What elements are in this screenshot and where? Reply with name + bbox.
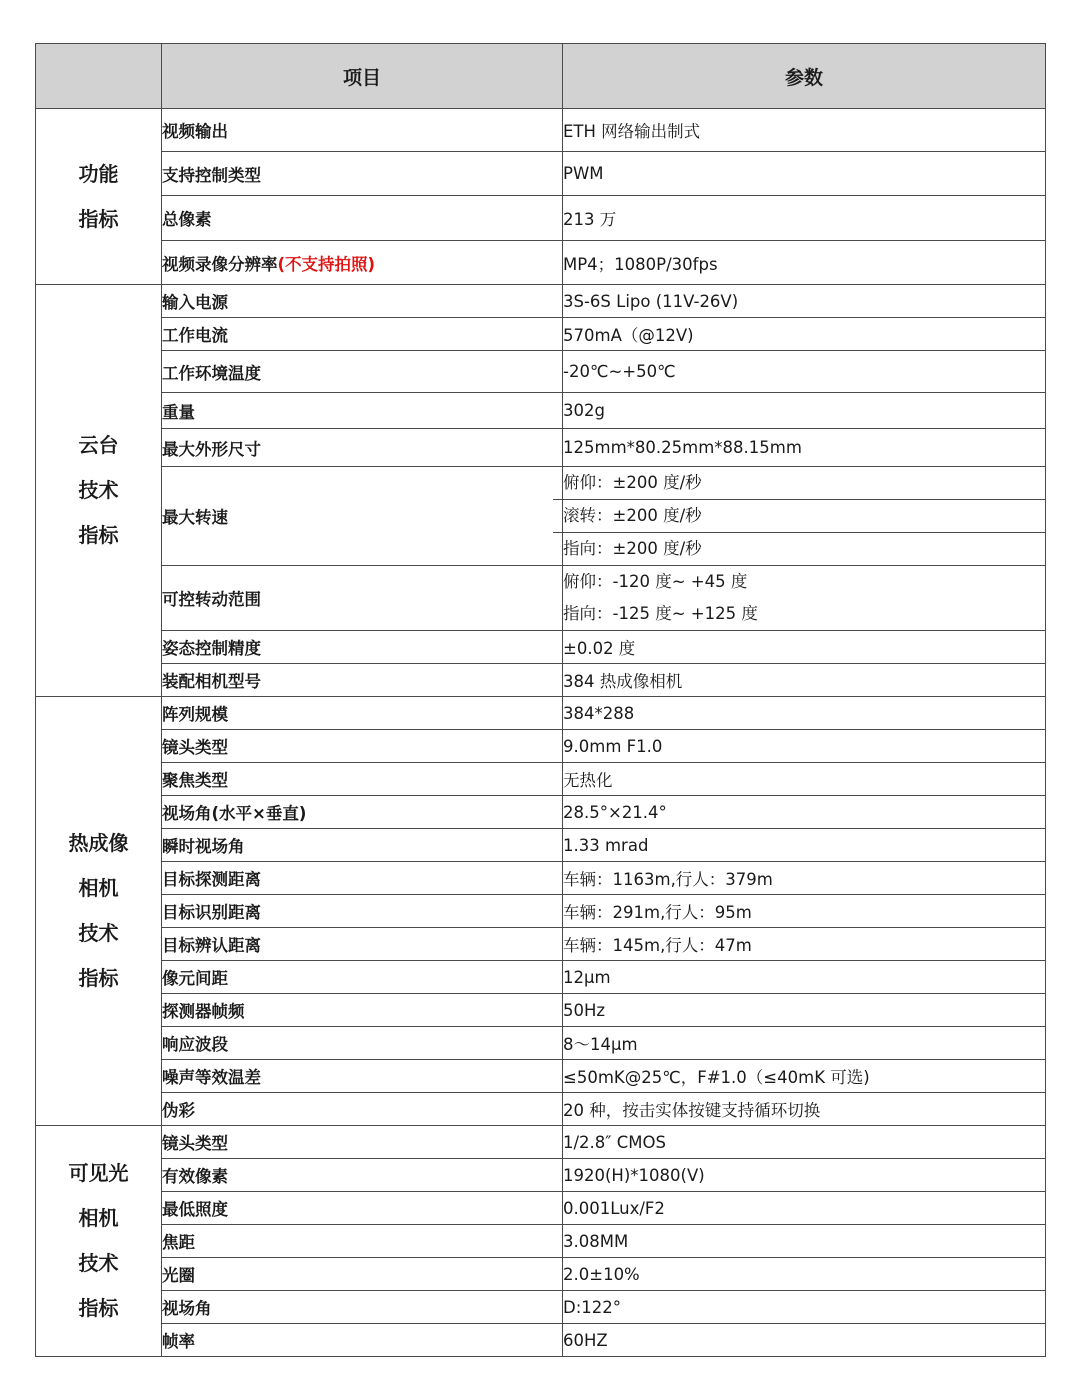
item-value-cell (563, 763, 1046, 796)
item-name-cell (162, 697, 563, 730)
item-value-cell (563, 862, 1046, 895)
item-name-cell (162, 895, 563, 928)
table-row (36, 285, 1046, 318)
item-value: 3.08MM (563, 1231, 629, 1251)
item-value: 570mA（@12V) (563, 326, 694, 345)
category-label: 指标 (78, 1296, 119, 1320)
item-name: 目标辨认距离 (162, 936, 261, 955)
item-value: 0.001Lux/F2 (563, 1198, 665, 1218)
table-row (36, 241, 1046, 285)
table-row (36, 1258, 1046, 1291)
table-row (36, 1159, 1046, 1192)
item-value: 125mm*80.25mm*88.15mm (563, 438, 802, 457)
item-name-cell (162, 1225, 563, 1258)
item-value-cell (563, 829, 1046, 862)
table-row (36, 829, 1046, 862)
item-name-cell (162, 1324, 563, 1357)
item-name: 最大转速 (162, 508, 228, 527)
header-row (36, 44, 1046, 109)
spec-table (35, 43, 1046, 1357)
item-value-cell (563, 152, 1046, 196)
table-row (36, 796, 1046, 829)
item-value-cell (563, 109, 1046, 152)
category-label: 技术 (78, 921, 119, 945)
item-value-cell (563, 285, 1046, 318)
item-name: 瞬时视场角 (162, 837, 245, 856)
table-row (36, 1324, 1046, 1357)
item-name: 最低照度 (162, 1200, 228, 1219)
item-name: 目标识别距离 (162, 903, 261, 922)
item-name: 帧率 (162, 1332, 195, 1351)
item-name: 总像素 (162, 210, 212, 229)
item-name-cell (162, 1291, 563, 1324)
item-name-cell (162, 1258, 563, 1291)
item-value: 384 热成像相机 (563, 672, 683, 691)
item-value-cell (563, 664, 1046, 697)
item-value: 384*288 (563, 703, 635, 723)
item-value-cell (563, 241, 1046, 285)
table-row (36, 1126, 1046, 1159)
item-name: 装配相机型号 (162, 672, 261, 691)
item-name-cell (162, 318, 563, 351)
item-value: ±0.02 度 (563, 639, 636, 658)
item-name-cell (162, 1060, 563, 1093)
category-label: 相机 (78, 1206, 119, 1230)
item-value-cell (563, 1060, 1046, 1093)
table-row (36, 895, 1046, 928)
item-value: 2.0±10% (563, 1264, 640, 1284)
item-name-cell (162, 467, 563, 566)
category-label: 指标 (78, 206, 119, 231)
item-name: 探测器帧频 (162, 1002, 245, 1021)
item-value-cell (563, 961, 1046, 994)
item-value-cell (563, 1093, 1046, 1126)
item-value: 9.0mm F1.0 (563, 736, 663, 756)
item-name-cell (162, 285, 563, 318)
item-value-cell (563, 895, 1046, 928)
item-value-cell (563, 196, 1046, 241)
item-value: 3S-6S Lipo (11V-26V) (563, 291, 739, 311)
item-value-cell (563, 631, 1046, 664)
item-name: 焦距 (162, 1233, 195, 1252)
item-name-cell (162, 1192, 563, 1225)
item-value-cell (563, 730, 1046, 763)
table-row (36, 928, 1046, 961)
item-value-cell (563, 351, 1046, 393)
item-name-cell (162, 730, 563, 763)
item-name-cell (162, 862, 563, 895)
item-name-cell (162, 1093, 563, 1126)
item-name-cell (162, 763, 563, 796)
table-row (36, 763, 1046, 796)
item-value: 车辆：291m,行人：95m (563, 903, 752, 922)
table-row (36, 467, 1046, 566)
item-value: 12μm (563, 967, 611, 987)
item-name-cell (162, 631, 563, 664)
item-name-cell (162, 961, 563, 994)
table-row (36, 730, 1046, 763)
item-name: 有效像素 (162, 1167, 228, 1186)
item-value-cell (563, 1258, 1046, 1291)
table-row (36, 1225, 1046, 1258)
item-note: (不支持拍照) (277, 254, 376, 274)
table-row (36, 1027, 1046, 1060)
item-name-cell (162, 1126, 563, 1159)
item-value: 车辆：1163m,行人：379m (563, 870, 773, 889)
item-value-cell (563, 928, 1046, 961)
item-value: 60HZ (563, 1330, 608, 1350)
item-name: 响应波段 (162, 1035, 228, 1054)
item-name: 视频输出 (162, 122, 228, 141)
item-value-cell (563, 1192, 1046, 1225)
table-row (36, 393, 1046, 429)
table-row (36, 664, 1046, 697)
item-value: 28.5°×21.4° (563, 802, 667, 822)
item-value: 俯仰：±200 度/秒 (563, 473, 702, 492)
item-name: 视频录像分辨率 (162, 254, 278, 274)
item-name-cell (162, 152, 563, 196)
category-label: 技术 (78, 1251, 119, 1275)
item-value-cell (563, 1324, 1046, 1357)
item-value-cell (563, 393, 1046, 429)
item-value-cell (563, 318, 1046, 351)
item-value: PWM (563, 164, 604, 183)
item-value-cell (563, 1291, 1046, 1324)
item-value: 指向：±200 度/秒 (553, 532, 1045, 565)
item-value-cell (563, 994, 1046, 1027)
item-name: 重量 (162, 402, 195, 422)
item-value: ETH 网络输出制式 (563, 122, 701, 141)
table-row (36, 1060, 1046, 1093)
item-value: 无热化 (563, 771, 613, 790)
table-row (36, 1093, 1046, 1126)
table-row (36, 196, 1046, 241)
item-name: 视场角 (162, 1299, 212, 1318)
item-name: 聚焦类型 (162, 771, 228, 790)
item-value-cell (563, 1126, 1046, 1159)
item-name: 镜头类型 (162, 738, 228, 757)
item-value-cell (563, 796, 1046, 829)
item-name-cell (162, 994, 563, 1027)
category-label: 相机 (78, 876, 119, 900)
table-row (36, 631, 1046, 664)
item-name: 伪彩 (162, 1101, 195, 1120)
item-value: MP4；1080P/30fps (563, 254, 718, 274)
item-value: 1920(H)*1080(V) (563, 1165, 705, 1185)
item-value: -20℃~+50℃ (563, 362, 676, 381)
item-value: 20 种，按击实体按键支持循环切换 (563, 1101, 821, 1120)
category-cell (36, 1126, 162, 1357)
item-name-cell (162, 196, 563, 241)
item-name-cell (162, 829, 563, 862)
category-cell (36, 285, 162, 697)
header-item: 项目 (162, 44, 563, 109)
item-name: 最大外形尺寸 (162, 439, 261, 459)
table-row (36, 109, 1046, 152)
table-row (36, 961, 1046, 994)
item-name-cell (162, 796, 563, 829)
category-label: 技术 (78, 478, 119, 502)
category-label: 热成像 (68, 831, 129, 855)
table-row (36, 994, 1046, 1027)
item-name-cell (162, 429, 563, 467)
item-value-cell (563, 1159, 1046, 1192)
item-name: 可控转动范围 (162, 590, 261, 609)
item-name: 输入电源 (162, 293, 228, 312)
category-label: 可见光 (68, 1161, 129, 1185)
header-blank (36, 44, 162, 109)
item-name: 支持控制类型 (162, 165, 261, 185)
table-row (36, 1291, 1046, 1324)
item-name: 噪声等效温差 (162, 1068, 261, 1087)
item-name: 镜头类型 (162, 1134, 228, 1153)
item-name-cell (162, 928, 563, 961)
item-name: 阵列规模 (162, 705, 228, 724)
item-name-cell (162, 393, 563, 429)
item-value: D:122° (563, 1297, 622, 1317)
item-value: ≤50mK@25℃，F#1.0（≤40mK 可选) (563, 1068, 870, 1087)
item-name: 姿态控制精度 (162, 639, 261, 658)
table-row (36, 351, 1046, 393)
item-value-cell (563, 1225, 1046, 1258)
item-value: 1/2.8″ CMOS (563, 1132, 666, 1152)
item-name: 工作电流 (162, 326, 228, 345)
table-row (36, 318, 1046, 351)
header-param: 参数 (563, 44, 1046, 109)
item-name: 目标探测距离 (162, 870, 261, 889)
item-value: 8～14μm (563, 1035, 638, 1054)
item-name: 视场角(水平×垂直) (162, 804, 307, 823)
category-label: 指标 (78, 966, 119, 990)
category-cell (36, 109, 162, 285)
category-cell (36, 697, 162, 1126)
item-value: 俯仰：-120 度~ +45 度 (563, 572, 748, 591)
item-value: 213 万 (563, 210, 617, 229)
item-name: 工作环境温度 (162, 363, 261, 383)
table-row (36, 697, 1046, 730)
item-value: 302g (563, 401, 605, 420)
category-label: 功能 (78, 161, 119, 186)
table-row (36, 862, 1046, 895)
table-row (36, 152, 1046, 196)
item-name-cell (162, 351, 563, 393)
item-value-cell (563, 697, 1046, 730)
item-value: 指向：-125 度~ +125 度 (563, 604, 758, 623)
item-value: 滚转：±200 度/秒 (553, 499, 1045, 532)
category-label: 指标 (78, 523, 119, 547)
table-row (36, 566, 1046, 631)
item-value: 车辆：145m,行人：47m (563, 936, 752, 955)
item-name-cell (162, 241, 563, 285)
item-name: 像元间距 (162, 969, 228, 988)
item-name-cell (162, 1159, 563, 1192)
spec-body (36, 109, 1046, 1357)
item-value-cell (563, 429, 1046, 467)
item-value-cell (563, 566, 1046, 631)
table-row (36, 1192, 1046, 1225)
category-label: 云台 (78, 433, 119, 457)
table-row (36, 429, 1046, 467)
item-value: 50Hz (563, 1000, 606, 1020)
item-value: 1.33 mrad (563, 835, 649, 855)
item-name: 光圈 (162, 1266, 195, 1285)
item-name-cell (162, 1027, 563, 1060)
item-name-cell (162, 566, 563, 631)
item-name-cell (162, 109, 563, 152)
item-name-cell (162, 664, 563, 697)
item-value-cell (563, 467, 1046, 566)
item-value-cell (563, 1027, 1046, 1060)
